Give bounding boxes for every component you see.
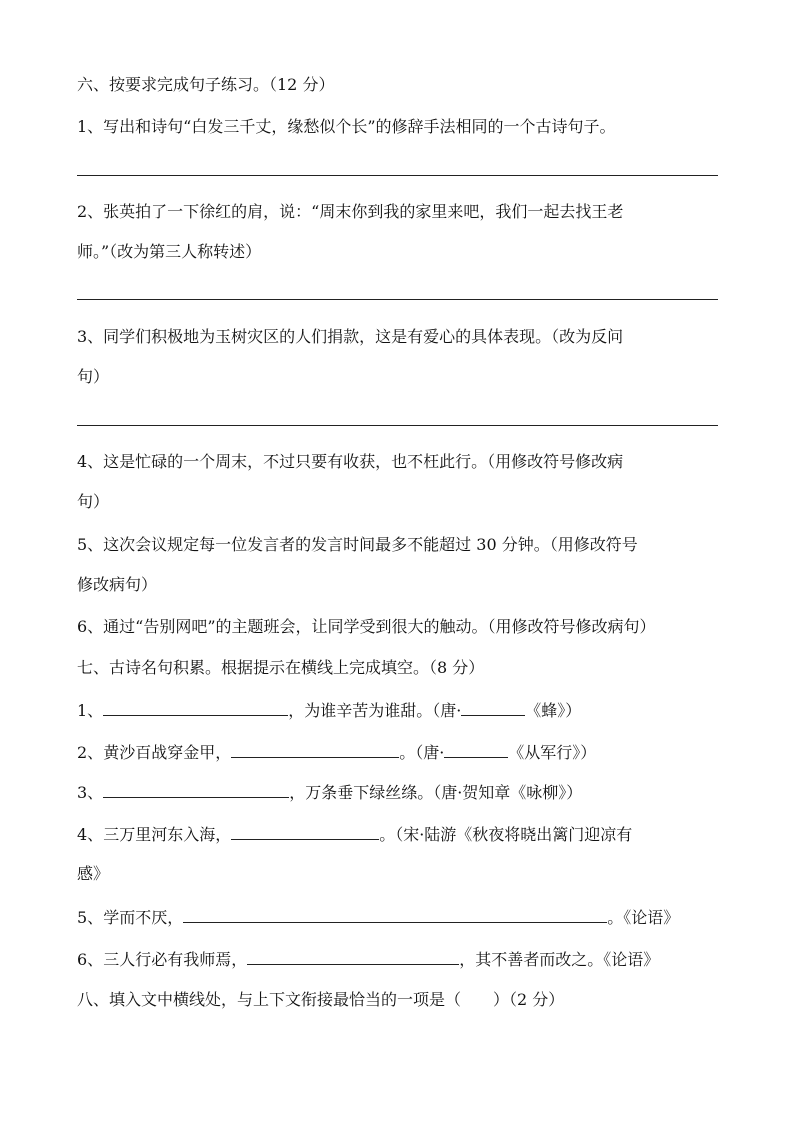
fill-blank[interactable]: [103, 781, 289, 798]
item-text: ，为谁辛苦为谁甜。（唐·: [288, 701, 462, 720]
question-6-4-line1: 4、这是忙碌的一个周末，不过只要有收获，也不枉此行。（用修改符号修改病: [77, 452, 624, 471]
item-text: 。《论语》: [607, 908, 680, 927]
poem-item-3: [77, 781, 582, 804]
item-number: 2、: [77, 743, 104, 762]
poem-item-4-line2: 感》: [77, 864, 110, 883]
fill-blank[interactable]: [231, 741, 399, 758]
item-number: 5、: [77, 908, 104, 927]
question-6-4-line2: 句）: [77, 492, 110, 511]
item-text: 学而不厌，: [103, 908, 184, 927]
question-6-2-line1: 2、张英拍了一下徐红的肩，说：“周末你到我的家里来吧，我们一起去找王老: [77, 202, 624, 221]
answer-line-6-2: [77, 299, 718, 300]
question-6-3-line1: 3、同学们积极地为玉树灾区的人们捐款，这是有爱心的具体表现。（改为反问: [77, 327, 624, 346]
poem-item-5: [77, 906, 679, 929]
question-6-5-line2: 修改病句）: [77, 575, 158, 594]
section-6-title: 六、按要求完成句子练习。（12 分）: [77, 75, 335, 94]
item-number: 1、: [77, 701, 104, 720]
item-text: 。（唐·: [399, 743, 445, 762]
fill-blank[interactable]: [461, 699, 525, 716]
item-text: 《蜂》）: [525, 701, 582, 720]
item-text: 三万里河东入海，: [103, 825, 232, 844]
item-number: 4、: [77, 825, 104, 844]
poem-item-6: [77, 948, 659, 971]
poem-item-4: [77, 823, 632, 846]
question-6-1: 1、写出和诗句“白发三千丈，缘愁似个长”的修辞手法相同的一个古诗句子。: [77, 117, 616, 136]
fill-blank[interactable]: [444, 741, 508, 758]
poem-item-2: [77, 741, 596, 764]
item-number: 6、: [77, 950, 104, 969]
item-text: 三人行必有我师焉，: [103, 950, 248, 969]
item-text: ，其不善者而改之。《论语》: [459, 950, 660, 969]
item-text: 《从军行》）: [508, 743, 597, 762]
item-text: 黄沙百战穿金甲，: [103, 743, 232, 762]
fill-blank[interactable]: [231, 823, 379, 840]
item-number: 3、: [77, 783, 104, 802]
section-7-title: 七、古诗名句积累。根据提示在横线上完成填空。（8 分）: [77, 658, 485, 677]
fill-blank[interactable]: [247, 948, 459, 965]
poem-item-1: [77, 699, 581, 722]
fill-blank[interactable]: [103, 699, 288, 716]
item-text: 。（宋·陆游《秋夜将晓出篱门迎凉有: [379, 825, 633, 844]
question-6-3-line2: 句）: [77, 367, 110, 386]
section-8-title: 八、填入文中横线处，与上下文衔接最恰当的一项是（ ）（2 分）: [77, 990, 565, 1009]
answer-line-6-1: [77, 175, 718, 176]
question-6-5-line1: 5、这次会议规定每一位发言者的发言时间最多不能超过 30 分钟。（用修改符号: [77, 535, 638, 554]
answer-line-6-3: [77, 425, 718, 426]
fill-blank[interactable]: [183, 906, 607, 923]
item-text: ，万条垂下绿丝绦。（唐·贺知章《咏柳》）: [289, 783, 583, 802]
question-6-2-line2: 师。”（改为第三人称转述）: [77, 242, 262, 261]
question-6-6: 6、通过“告别网吧”的主题班会，让同学受到很大的触动。（用修改符号修改病句）: [77, 617, 656, 636]
